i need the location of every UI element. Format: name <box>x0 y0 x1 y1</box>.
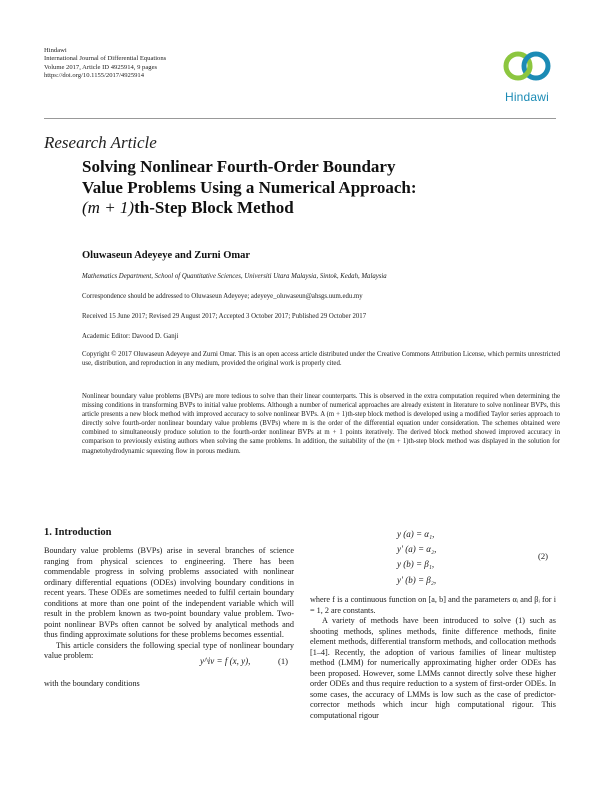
section-heading: 1. Introduction <box>44 527 112 538</box>
header-divider <box>44 118 556 119</box>
journal-name: International Journal of Differential Equations <box>44 55 167 63</box>
equation-2 <box>397 527 436 588</box>
bc-line-3: y (b) = β₁, <box>397 559 435 570</box>
publication-dates: Received 15 June 2017; Revised 29 August 2017; Accepted 3 October 2017; Published 29 October 2017 <box>82 313 367 320</box>
intro-paragraph-2: This article considers the following special type of nonlinear boundary value problem: <box>44 640 294 661</box>
title-line-3-rest: th-Step Block Method <box>134 198 294 217</box>
intro-paragraph-4: A variety of methods have been introduced to solve (1) such as shooting methods, splines methods, finite difference methods, finite element methods, differential transform methods, and collocation methods [1–4]. Recently, the adoption of various families of linear multistep method (LMM) for numerically approximating higher order ODEs has been proposed. However, some LMMs cannot directly solve these higher order ODEs and thus require reduction to a system of first-order ODEs. In some cases, the accuracy of LMMs is low such as the case of predictor-corrector methods which incur high computational rigour. This computational rigour <box>310 616 556 721</box>
bc-line-4: y′ (b) = β₂, <box>397 574 437 585</box>
doi-link[interactable]: https://doi.org/10.1155/2017/4925914 <box>44 71 145 79</box>
publisher-name: Hindawi <box>44 47 67 54</box>
intro-paragraph-1: Boundary value problems (BVPs) arise in several branches of science ranging from physical sciences to engineering. There has been commendable progress in solving problems associated with nonlinear ordinary differential equations (ODEs) involving boundary conditions in recent years. These ODEs are sometimes needed to fulfil certain boundary conditions at more than one point of the independent variable which will result in the problem known as two-point boundary value problem. Two-point nonlinear BVPs often cannot be solved by analytical methods and thus finding approximate solutions for these problems becomes essential. <box>44 546 294 640</box>
bc-line-1: y (a) = α₁, <box>397 529 435 539</box>
copyright-notice: Copyright © 2017 Oluwaseun Adeyeye and Zurni Omar. This is an open access article distributed under the Creative Commons Attribution License, which permits unrestricted use, distribution, and reproduction in any medium, provided the original work is properly cited. <box>82 351 560 368</box>
correspondence: Correspondence should be addressed to Oluwaseun Adeyeye; adeyeye_oluwaseun@ahsgs.uum.edu.my <box>82 293 363 300</box>
journal-meta <box>44 47 344 80</box>
boundary-conditions-lead: with the boundary conditions <box>44 679 140 688</box>
title-math: (m + 1) <box>82 198 135 217</box>
authors: Oluwaseun Adeyeye and Zurni Omar <box>82 250 251 261</box>
affiliation: Mathematics Department, School of Quantitative Sciences, Universiti Utara Malaysia, Sintok, Kedah, Malaysia <box>82 273 387 280</box>
intro-column-right <box>310 595 556 722</box>
bc-line-2: y′ (a) = α₂, <box>397 544 437 555</box>
title-line-2: Value Problems Using a Numerical Approach: <box>82 177 417 197</box>
logo-wordmark: Hindawi <box>504 90 550 104</box>
title-line-1: Solving Nonlinear Fourth-Order Boundary <box>82 157 396 176</box>
intro-paragraph-3: where f is a continuous function on [a, b] and the parameters αᵢ and βᵢ for i = 1, 2 are constants. <box>310 595 556 615</box>
article-title <box>82 157 502 219</box>
article-type: Research Article <box>44 133 157 152</box>
intro-column-left <box>44 546 294 662</box>
volume-info: Volume 2017, Article ID 4925914, 9 pages <box>44 63 158 71</box>
equation-2-number: (2) <box>538 551 549 561</box>
title-line-3 <box>82 198 502 219</box>
academic-editor: Academic Editor: Davood D. Ganji <box>82 333 179 340</box>
abstract: Nonlinear boundary value problems (BVPs) are more tedious to solve than their linear counterparts. This is observed in the extra computation required when determining the missing conditions in transforming BVPs to initial value problems. Although a number of numerical approaches are already existent in literature to solve nonlinear BVPs, this article presents a new block method with improved accuracy to solve nonlinear BVPs. A (m + 1)th-step block method is developed using a modified Taylor series approach to directly solve fourth-order nonlinear boundary value problems (BVPs) where m is the order of the differential equation under consideration. The schemes obtained were combined to simultaneously produce solution to the fourth-order nonlinear BVPs at m + 1 points iteratively. The derived block method showed improved accuracy in comparison to previously existing authors when solving the same problems. In addition, the suitability of the (m + 1)th-step block method was displayed in the solution for magnetohydrodynamic squeezing flow in porous medium. <box>82 393 560 455</box>
equation-1: y^iv = f (x, y), <box>200 656 251 666</box>
equation-1-number: (1) <box>278 656 289 666</box>
